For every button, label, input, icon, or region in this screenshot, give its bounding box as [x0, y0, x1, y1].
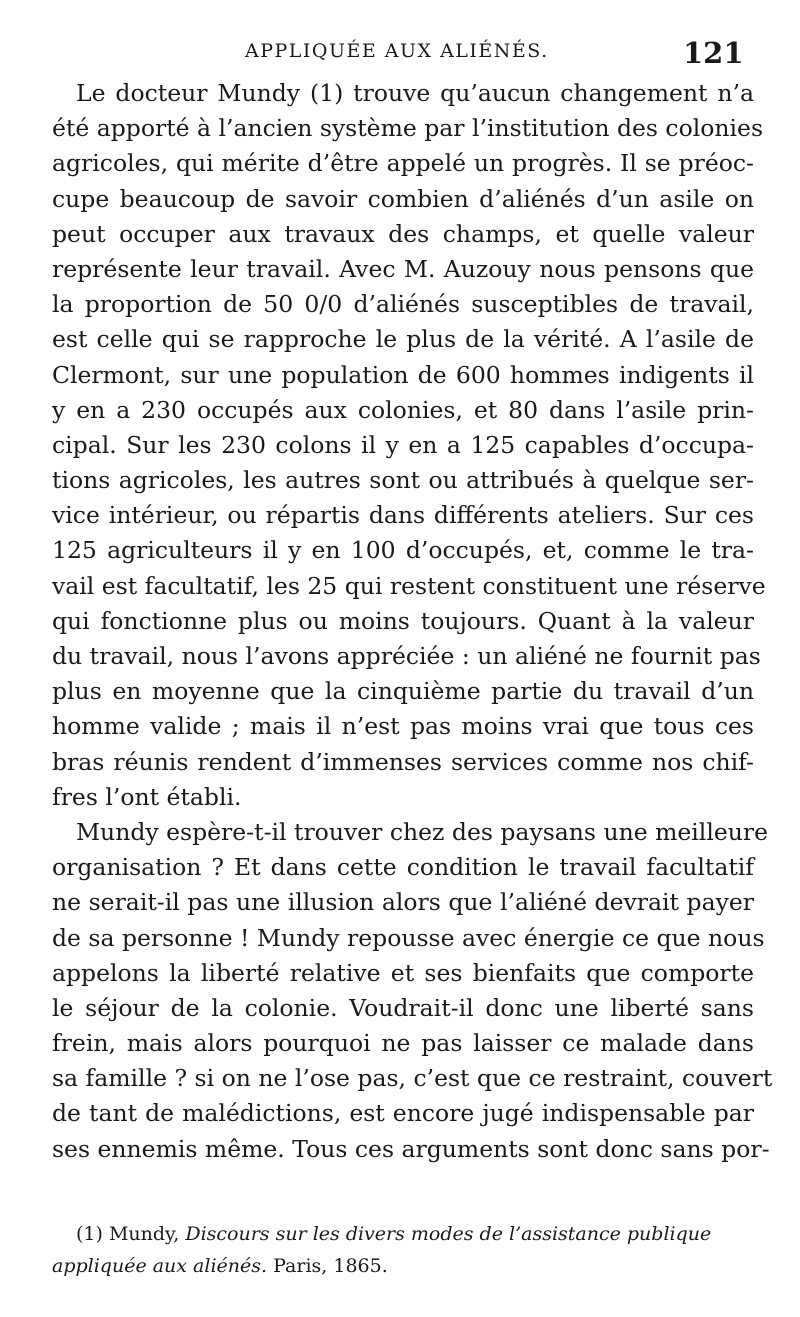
footnote-marker: (1) Mundy, — [76, 1223, 180, 1245]
page-number: 121 — [683, 36, 744, 70]
paragraph-line: bras réunis rendent d’immenses services comme nos chif- — [52, 747, 754, 776]
footnote — [52, 1218, 754, 1282]
paragraph-line: vice intérieur, ou répartis dans différents ateliers. Sur ces — [52, 501, 754, 530]
paragraph-line: représente leur travail. Avec M. Auzouy nous pensons que — [52, 254, 754, 283]
paragraph-line: Clermont, sur une population de 600 hommes indigents il — [52, 360, 754, 389]
paragraph-line: fres l’ont établi. — [52, 782, 242, 811]
paragraph-line: qui fonctionne plus ou moins toujours. Quant à la valeur — [52, 606, 754, 635]
paragraph-line: appelons la liberté relative et ses bienfaits que comporte — [52, 958, 754, 987]
paragraph-line: ses ennemis même. Tous ces arguments sont donc sans por- — [52, 1134, 770, 1163]
paragraph-line: y en a 230 occupés aux colonies, et 80 dans l’asile prin- — [52, 395, 754, 424]
body-text — [52, 76, 773, 1167]
footnote-title-continued: appliquée aux aliénés. — [52, 1255, 268, 1277]
footnote-line — [52, 1250, 754, 1282]
paragraph-line: de sa personne ! Mundy repousse avec énergie ce que nous — [52, 923, 765, 952]
paragraph-line: de tant de malédictions, est encore jugé indispensable par — [52, 1099, 754, 1128]
paragraph-line: Mundy espère-t-il trouver chez des paysans une meilleure — [76, 817, 769, 846]
paragraph-line: tions agricoles, les autres sont ou attribués à quelque ser- — [52, 466, 754, 495]
paragraph-line: sa famille ? si on ne l’ose pas, c’est que ce restraint, couvert — [52, 1064, 773, 1093]
paragraph-line: du travail, nous l’avons appréciée : un aliéné ne fournit pas — [52, 642, 761, 670]
running-head — [0, 36, 800, 70]
paragraph-line: Le docteur Mundy (1) trouve qu’aucun changement n’a — [76, 79, 754, 107]
footnote-line — [52, 1218, 754, 1250]
paragraph-line: homme valide ; mais il n’est pas moins vrai que tous ces — [52, 712, 754, 741]
paragraph-line: vail est facultatif, les 25 qui restent constituent une réserve — [52, 571, 766, 600]
paragraph-line: ne serait-il pas une illusion alors que l’aliéné devrait payer — [52, 888, 754, 917]
running-title: APPLIQUÉE AUX ALIÉNÉS. — [245, 40, 549, 62]
paragraph-line: cupe beaucoup de savoir combien d’aliénés d’un asile on — [52, 184, 754, 213]
paragraph-line: est celle qui se rapproche le plus de la vérité. A l’asile de — [52, 325, 754, 354]
paragraph-line: cipal. Sur les 230 colons il y en a 125 capables d’occupa- — [52, 430, 754, 459]
paragraph-line: plus en moyenne que la cinquième partie du travail d’un — [52, 677, 754, 706]
paragraph-line: été apporté à l’ancien système par l’institution des colonies — [52, 114, 764, 143]
paragraph-line: le séjour de la colonie. Voudrait-il donc une liberté sans — [52, 993, 754, 1022]
footnote-title: Discours sur les divers modes de l’assistance publique — [185, 1223, 712, 1245]
paragraph-line: la proportion de 50 0/0 d’aliénés susceptibles de travail, — [52, 290, 754, 319]
paragraph-line: 125 agriculteurs il y en 100 d’occupés, et, comme le tra- — [52, 536, 754, 565]
footnote-place-date: Paris, 1865. — [273, 1255, 388, 1277]
paragraph-line: organisation ? Et dans cette condition le travail facultatif — [52, 853, 754, 882]
paragraph-line: agricoles, qui mérite d’être appelé un progrès. Il se préoc- — [52, 149, 754, 178]
paragraph-line: peut occuper aux travaux des champs, et quelle valeur — [52, 219, 754, 248]
paragraph-line: frein, mais alors pourquoi ne pas laisser ce malade dans — [52, 1029, 754, 1058]
